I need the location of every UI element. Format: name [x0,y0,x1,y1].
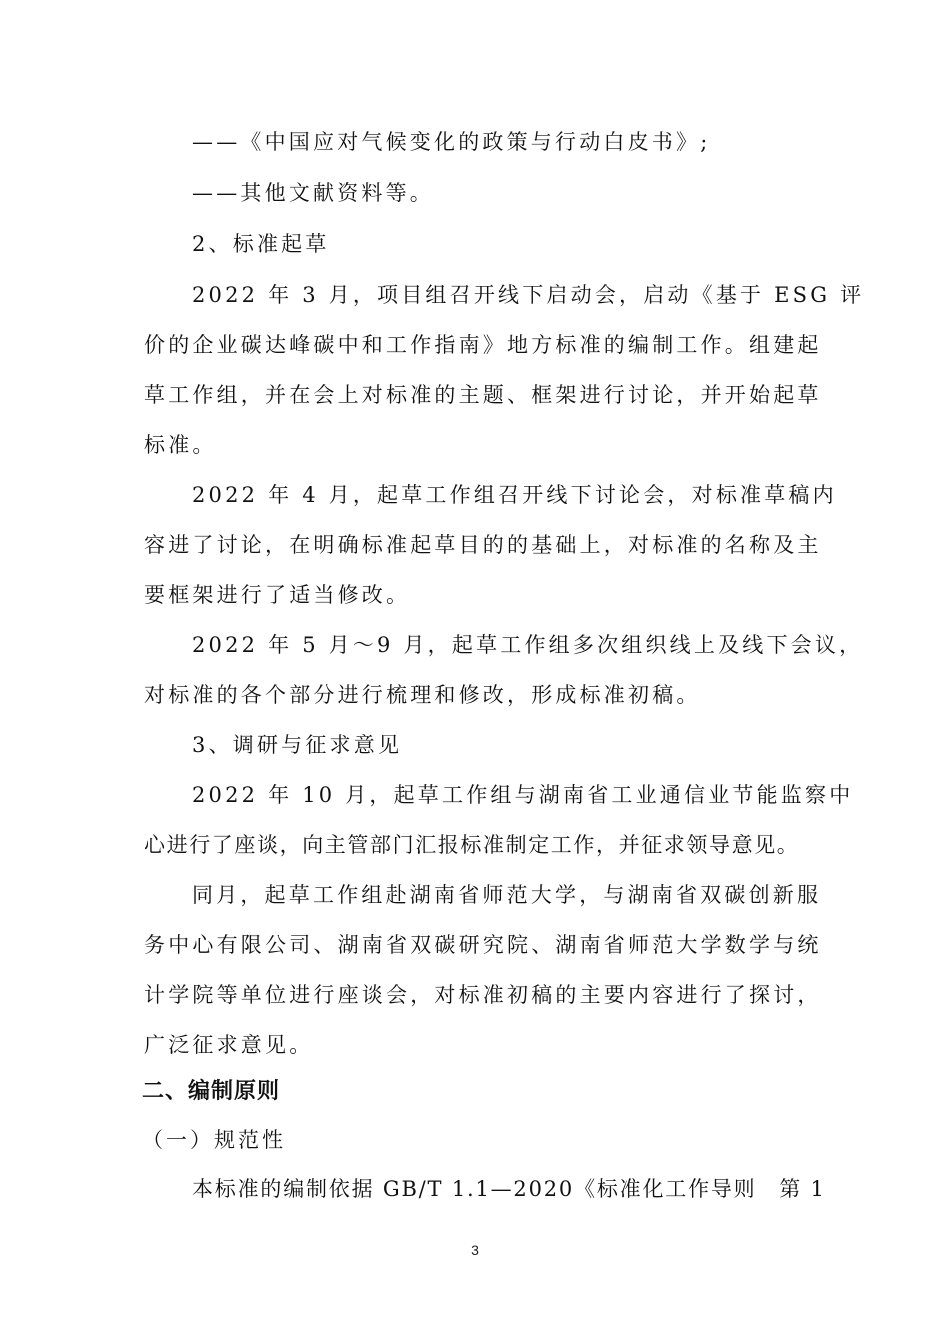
paragraph-line: 同月，起草工作组赴湖南省师范大学，与湖南省双碳创新服 [192,883,822,907]
subsection-heading-normativity: （一）规范性 [142,1128,286,1152]
paragraph-line: 2022 年 4 月，起草工作组召开线下讨论会，对标准草稿内 [192,483,837,507]
list-item-white-paper: ——《中国应对气候变化的政策与行动白皮书》; [192,130,711,154]
page-number: 3 [471,1242,479,1258]
paragraph-line: 对标准的各个部分进行梳理和修改，形成标准初稿。 [144,683,701,707]
paragraph-line: 2022 年 5 月～9 月，起草工作组多次组织线上及线下会议， [192,633,864,657]
list-item-other-literature: ——其他文献资料等。 [192,181,434,205]
paragraph-line: 广泛征求意见。 [144,1033,314,1057]
paragraph-line: 本标准的编制依据 GB/T 1.1—2020《标准化工作导则 第 1 [192,1177,826,1201]
subheading-standard-drafting: 2、标准起草 [192,232,330,256]
paragraph-line: 草工作组，并在会上对标准的主题、框架进行讨论，并开始起草 [144,383,822,407]
paragraph-line: 务中心有限公司、湖南省双碳研究院、湖南省师范大学数学与统 [144,933,822,957]
paragraph-line: 容进了讨论，在明确标准起草目的的基础上，对标准的名称及主 [144,533,822,557]
paragraph-line: 计学院等单位进行座谈会，对标准初稿的主要内容进行了探讨， [144,983,822,1007]
paragraph-line: 价的企业碳达峰碳中和工作指南》地方标准的编制工作。组建起 [144,333,822,357]
subheading-research-consultation: 3、调研与征求意见 [192,733,403,757]
section-heading-compilation-principles: 二、编制原则 [142,1079,281,1104]
paragraph-line: 2022 年 3 月，项目组召开线下启动会，启动《基于 ESG 评 [192,283,865,307]
paragraph-line: 要框架进行了适当修改。 [144,583,411,607]
paragraph-line: 标准。 [144,433,217,457]
paragraph-line: 心进行了座谈，向主管部门汇报标准制定工作，并征求领导意见。 [144,833,800,857]
paragraph-line: 2022 年 10 月，起草工作组与湖南省工业通信业节能监察中 [192,783,854,807]
